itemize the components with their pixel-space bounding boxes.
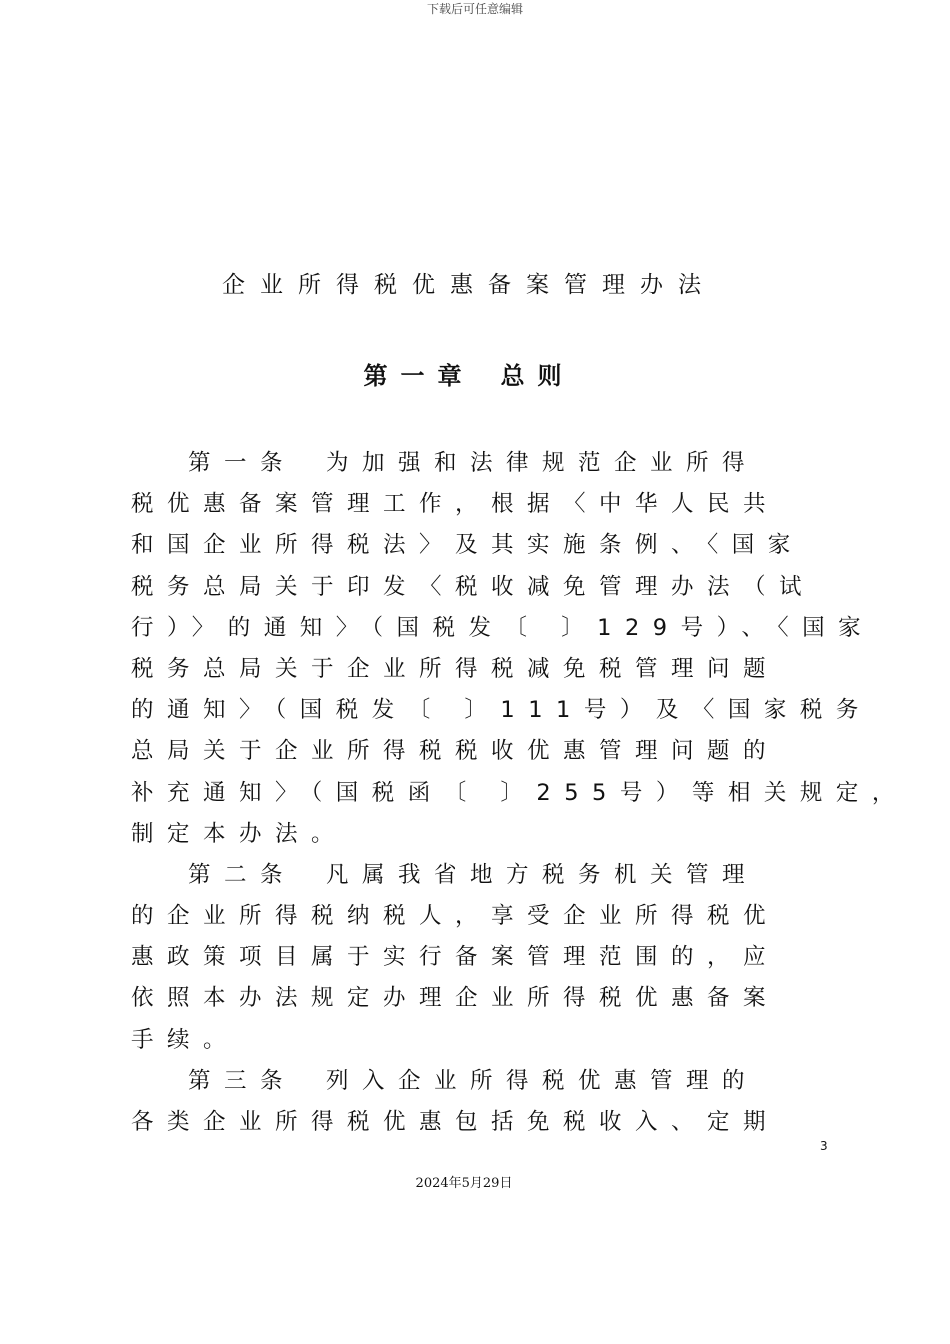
body-line: 的通知〉（国税发〔 〕111号）及〈国家税务 bbox=[131, 697, 872, 724]
body-line bbox=[131, 855, 831, 896]
body-line: 惠政策项目属于实行备案管理范围的，应 bbox=[131, 944, 780, 971]
line-text: 列入企业所得税优惠管理的 bbox=[326, 1067, 759, 1094]
body-line bbox=[131, 443, 831, 484]
chapter-name: 总则 bbox=[500, 362, 575, 390]
page-number: 3 bbox=[820, 1139, 828, 1153]
article-label: 第三条 bbox=[188, 1067, 297, 1094]
body-line: 制定本办法。 bbox=[131, 820, 348, 847]
chapter-heading bbox=[0, 356, 938, 391]
article-label: 第一条 bbox=[188, 450, 297, 476]
document-title: 企业所得税优惠备案管理办法 bbox=[222, 272, 716, 298]
body-line bbox=[131, 1061, 831, 1102]
body-line: 依照本办法规定办理企业所得税优惠备案 bbox=[131, 985, 780, 1012]
body-line: 税务总局关于企业所得税减免税管理问题 bbox=[131, 655, 780, 682]
article-label: 第二条 bbox=[188, 861, 297, 888]
body-line: 和国企业所得税法〉及其实施条例、〈国家 bbox=[131, 532, 804, 559]
line-text: 凡属我省地方税务机关管理 bbox=[326, 861, 759, 888]
chapter-number: 第一章 bbox=[363, 362, 475, 390]
header-note: 下载后可任意编辑 bbox=[426, 2, 523, 16]
footer-date: 2024年5月29日 bbox=[415, 1176, 513, 1191]
body-line: 的企业所得税纳税人，享受企业所得税优 bbox=[131, 903, 780, 930]
document-body bbox=[131, 443, 908, 1143]
body-line: 税务总局关于印发〈税收减免管理办法（试 bbox=[131, 573, 816, 600]
line-text: 为加强和法律规范企业所得 bbox=[326, 450, 759, 476]
body-line: 各类企业所得税优惠包括免税收入、定期 bbox=[131, 1109, 780, 1135]
body-line: 税优惠备案管理工作，根据〈中华人民共 bbox=[131, 491, 780, 518]
body-line: 行）〉的通知〉（国税发〔 〕129号）、〈国家 bbox=[131, 614, 875, 641]
body-line: 手续。 bbox=[131, 1026, 240, 1053]
body-line: 总局关于企业所得税税收优惠管理问题的 bbox=[131, 738, 780, 765]
body-line: 补充通知〉（国税函〔 〕255号）等相关规定， bbox=[131, 779, 908, 806]
